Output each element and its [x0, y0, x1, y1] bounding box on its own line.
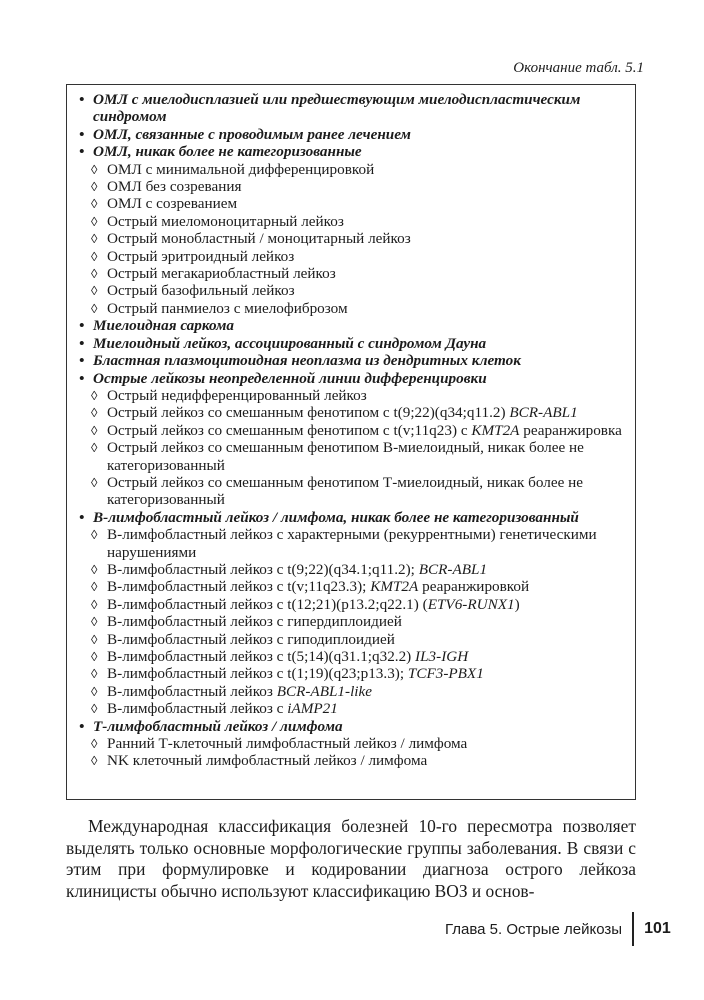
diamond-bullet-icon: ◊ — [91, 614, 98, 630]
bullet-icon: • — [79, 369, 85, 387]
item-text: Острый лейкоз со смешанным фенотипом В-миелоидный, никак более не категоризованный — [107, 439, 584, 474]
item-text: Острый мегакариобластный лейкоз — [107, 265, 336, 283]
item-text: Острый миеломоноцитарный лейкоз — [107, 212, 344, 230]
subcategory-item — [79, 213, 627, 230]
diamond-bullet-icon: ◊ — [91, 666, 98, 682]
subcategory-item — [79, 526, 627, 561]
diamond-bullet-icon: ◊ — [91, 579, 98, 595]
table-caption: Окончание табл. 5.1 — [513, 60, 644, 76]
subcategory-item — [79, 404, 627, 421]
diamond-bullet-icon: ◊ — [91, 596, 98, 612]
item-text: реаранжировка — [519, 421, 622, 439]
diamond-bullet-icon: ◊ — [91, 422, 98, 438]
diamond-bullet-icon: ◊ — [91, 631, 98, 647]
item-text: ОМЛ с созреванием — [107, 195, 238, 213]
subcategory-item — [79, 161, 627, 178]
item-text: iAMP21 — [287, 700, 338, 718]
item-text: ОМЛ с миелодисплазией или предшествующим миелодиспластическим синдромом — [93, 91, 581, 126]
bullet-icon: • — [79, 91, 85, 108]
subcategory-item — [79, 422, 627, 439]
subcategory-item — [79, 178, 627, 195]
item-text: Острые лейкозы неопределенной линии дифференцировки — [93, 369, 487, 387]
item-text: В-лимфобластный лейкоз / лимфома, никак более не категоризованный — [93, 508, 579, 526]
item-text: Миелоидная саркома — [93, 317, 234, 335]
page-footer — [445, 912, 671, 946]
category-item — [79, 509, 627, 526]
item-text: Острый лейкоз со смешанным фенотипом Т-миелоидный, никак более не категоризованный — [107, 473, 583, 509]
item-text: В-лимфобластный лейкоз с t(1;19)(q23;p13.3); — [107, 665, 408, 683]
page-number: 101 — [644, 920, 671, 937]
item-text: KMT2A — [471, 421, 520, 439]
category-item — [79, 126, 627, 143]
diamond-bullet-icon: ◊ — [91, 405, 98, 421]
category-item — [79, 718, 627, 735]
item-text: BCR-ABL1 — [418, 560, 488, 578]
category-item — [79, 335, 627, 352]
diamond-bullet-icon: ◊ — [91, 248, 98, 264]
diamond-bullet-icon: ◊ — [91, 196, 98, 212]
diamond-bullet-icon: ◊ — [91, 474, 98, 490]
item-text: NK клеточный лимфобластный лейкоз / лимфома — [107, 752, 428, 770]
chapter-title: Глава 5. Острые лейкозы — [445, 920, 623, 938]
item-text: В-лимфобластный лейкоз с — [107, 700, 288, 718]
diamond-bullet-icon: ◊ — [91, 527, 98, 543]
item-text: ОМЛ, никак более не категоризованные — [93, 143, 362, 161]
bullet-icon: • — [79, 334, 85, 352]
item-text: Ранний Т-клеточный лимфобластный лейкоз / лимфома — [107, 735, 468, 753]
item-text: BCR-ABL1 — [509, 404, 578, 422]
bullet-icon: • — [79, 317, 85, 335]
subcategory-item — [79, 648, 627, 665]
diamond-bullet-icon: ◊ — [91, 300, 98, 316]
item-text: ОМЛ без созревания — [107, 178, 242, 196]
subcategory-item — [79, 631, 627, 648]
subcategory-item — [79, 248, 627, 265]
subcategory-item — [79, 561, 627, 578]
item-text: Острый монобластный / моноцитарный лейкоз — [107, 230, 411, 248]
diamond-bullet-icon: ◊ — [91, 701, 98, 717]
diamond-bullet-icon: ◊ — [91, 440, 98, 456]
item-text: ) — [514, 595, 520, 613]
item-text: ОМЛ с минимальной дифференцировкой — [107, 160, 375, 178]
category-item — [79, 352, 627, 369]
item-text: ETV6-RUNX1 — [427, 595, 515, 613]
bullet-icon: • — [79, 508, 85, 526]
item-text: TCF3-PBX1 — [407, 665, 484, 683]
item-text: Острый недифференцированный лейкоз — [107, 386, 367, 404]
subcategory-item — [79, 665, 627, 682]
diamond-bullet-icon: ◊ — [91, 753, 98, 769]
item-text: В-лимфобластный лейкоз с характерными (рекуррентными) генетическими нарушениями — [107, 526, 597, 561]
subcategory-item — [79, 613, 627, 630]
item-text: Острый лейкоз со смешанным фенотипом с t(9;22)(q34;q11.2) — [107, 404, 510, 422]
subcategory-item — [79, 195, 627, 212]
subcategory-item — [79, 282, 627, 299]
subcategory-item — [79, 474, 627, 509]
bullet-icon: • — [79, 125, 85, 143]
subcategory-item — [79, 752, 627, 769]
item-text: KMT2A — [370, 578, 419, 596]
item-text: В-лимфобластный лейкоз — [107, 682, 277, 700]
diamond-bullet-icon: ◊ — [91, 179, 98, 195]
subcategory-item — [79, 387, 627, 404]
category-item — [79, 143, 627, 160]
item-text: В-лимфобластный лейкоз с гипердиплоидией — [107, 613, 402, 631]
diamond-bullet-icon: ◊ — [91, 683, 98, 699]
item-text: Т-лимфобластный лейкоз / лимфома — [93, 717, 343, 735]
subcategory-item — [79, 439, 627, 474]
item-text: BCR-ABL1-like — [276, 682, 373, 700]
subcategory-item — [79, 700, 627, 717]
item-text: Острый базофильный лейкоз — [107, 282, 295, 300]
item-text: Острый эритроидный лейкоз — [107, 247, 295, 265]
diamond-bullet-icon: ◊ — [91, 387, 98, 403]
subcategory-item — [79, 596, 627, 613]
subcategory-item — [79, 300, 627, 317]
bullet-icon: • — [79, 143, 85, 161]
item-text: Миелоидный лейкоз, ассоциированный с синдромом Дауна — [93, 334, 487, 352]
item-text: В-лимфобластный лейкоз с t(9;22)(q34.1;q11.2); — [107, 560, 419, 578]
item-text: ОМЛ, связанные с проводимым ранее лечением — [93, 125, 411, 143]
bullet-icon: • — [79, 717, 85, 735]
item-text: Острый лейкоз со смешанным фенотипом с t(v;11q23) с — [107, 421, 472, 439]
item-text: Острый панмиелоз с миелофиброзом — [107, 299, 348, 317]
classification-list — [79, 91, 627, 770]
item-text: В-лимфобластный лейкоз с гиподиплоидией — [107, 630, 395, 648]
classification-table — [66, 84, 636, 800]
body-paragraph: Международная классификация болезней 10-го пересмотра позволяет выделять только основные морфологические группы заболевания. В связи с этим при формулировке и кодировании диагноза острого лейкоза клиницисты обычно используют классификацию ВОЗ и основ- — [66, 816, 636, 901]
diamond-bullet-icon: ◊ — [91, 561, 98, 577]
subcategory-item — [79, 735, 627, 752]
category-item — [79, 317, 627, 334]
subcategory-item — [79, 230, 627, 247]
category-item — [79, 370, 627, 387]
subcategory-item — [79, 265, 627, 282]
subcategory-item — [79, 683, 627, 700]
diamond-bullet-icon: ◊ — [91, 161, 98, 177]
item-text: Бластная плазмоцитоидная неоплазма из дендритных клеток — [93, 352, 521, 370]
footer-divider — [632, 912, 634, 946]
diamond-bullet-icon: ◊ — [91, 283, 98, 299]
item-text: В-лимфобластный лейкоз с t(5;14)(q31.1;q32.2) — [107, 648, 416, 665]
diamond-bullet-icon: ◊ — [91, 213, 98, 229]
item-text: реаранжировкой — [418, 578, 530, 596]
diamond-bullet-icon: ◊ — [91, 649, 98, 664]
category-item — [79, 91, 627, 126]
item-text: IL3-IGH — [415, 648, 469, 665]
subcategory-item — [79, 578, 627, 595]
diamond-bullet-icon: ◊ — [91, 266, 98, 282]
diamond-bullet-icon: ◊ — [91, 736, 98, 752]
item-text: В-лимфобластный лейкоз с t(v;11q23.3); — [107, 578, 371, 596]
item-text: В-лимфобластный лейкоз с t(12;21)(p13.2;q22.1) ( — [107, 595, 428, 613]
bullet-icon: • — [79, 352, 85, 370]
diamond-bullet-icon: ◊ — [91, 231, 98, 247]
